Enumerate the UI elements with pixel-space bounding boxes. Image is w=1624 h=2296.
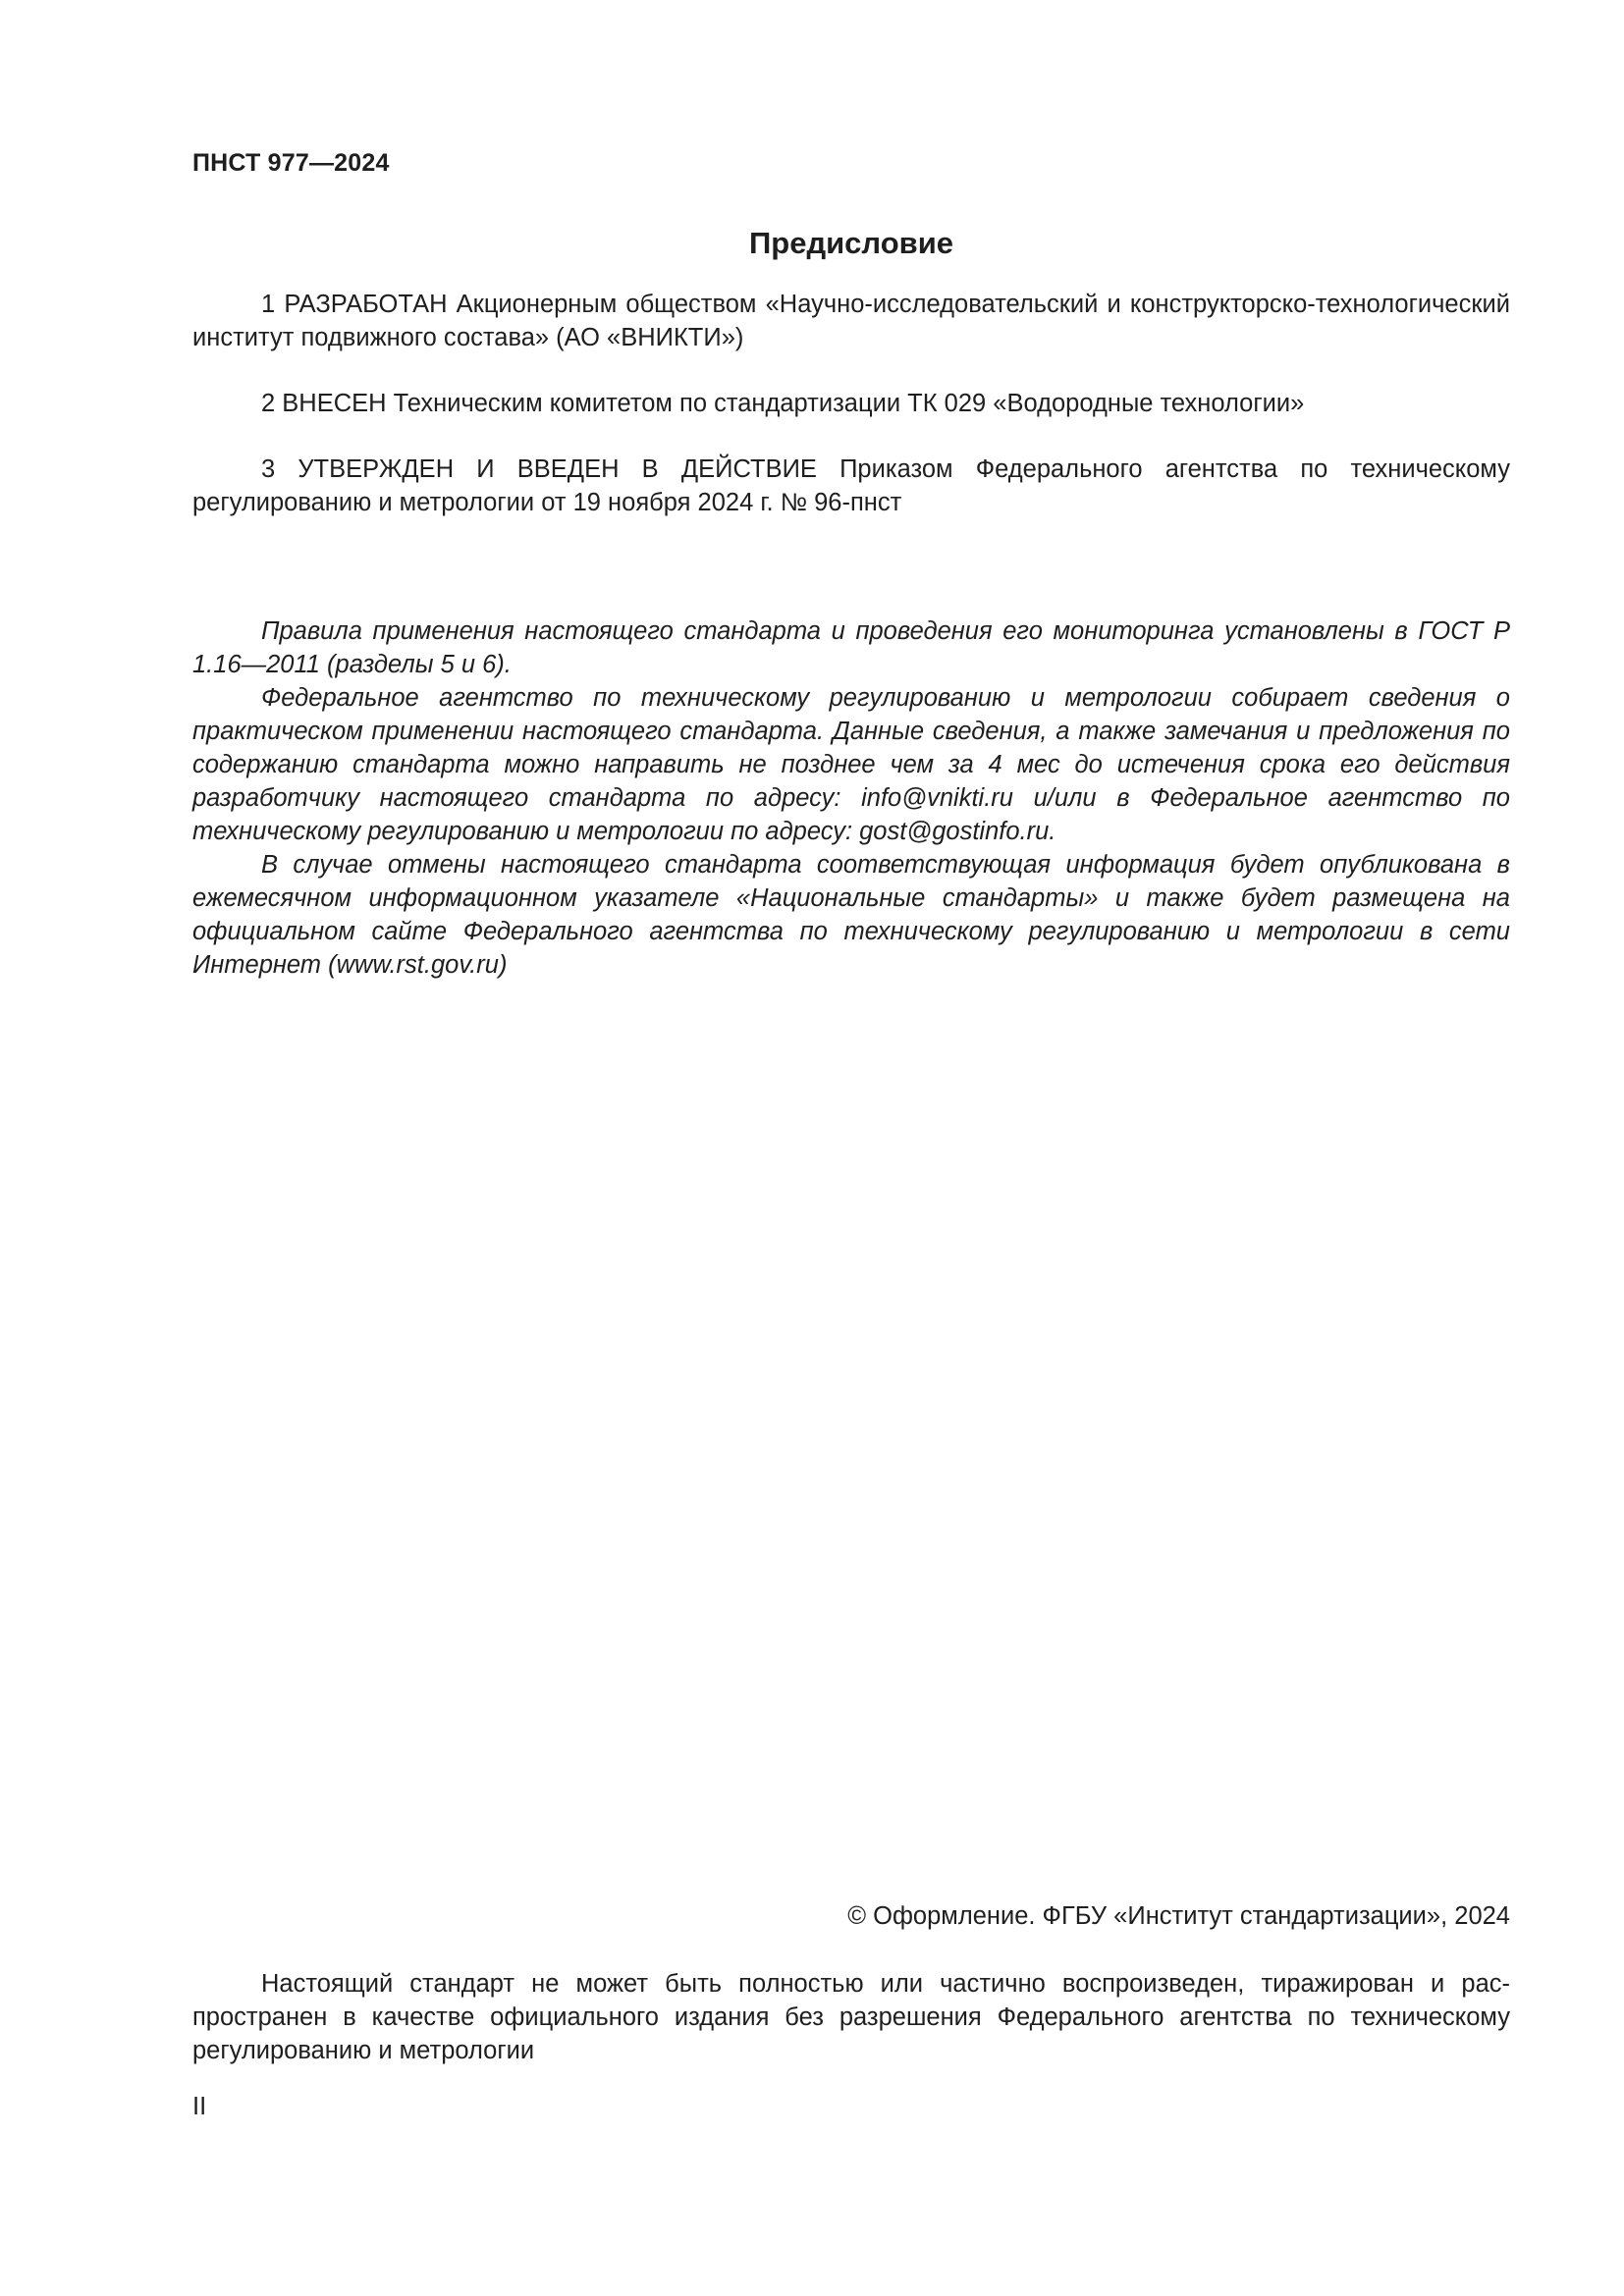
document-code: ПНСТ 977—2024 <box>192 149 390 177</box>
foreword-item-3: 3 УТВЕРЖДЕН И ВВЕДЕН В ДЕЙСТВИЕ Приказом Федерального агентства по техническому регулированию и метрологии от 19 ноября 2024 г. № 96-пнст <box>192 455 1510 516</box>
copyright-line: © Оформление. ФГБУ «Институт стандартизации», 2024 <box>847 1902 1510 1930</box>
foreword-item-1: 1 РАЗРАБОТАН Акционерным обществом «Научно-исследовательский и конструкторско-технологический институт подвижного состава» (АО «ВНИКТИ») <box>192 291 1510 351</box>
foreword-item-2: 2 ВНЕСЕН Техническим комитетом по стандартизации ТК 029 «Водородные технологии» <box>261 390 1305 417</box>
rules-notice-para-2: Федеральное агентство по техническому регулированию и метрологии собирает сведения о практическом применении настоящего стандарта. Данные сведения, а также замечания и предложения по содержанию стандарта можно направить не позднее чем за 4 мес до истечения срока его действия разработчику настоящего стандарта по адресу: info@vnikti.ru и/или в Федеральное агентство по техническому регулированию и метрологии по адресу: gost@gostinfo.ru. <box>192 684 1510 845</box>
rules-notice-para-1: Правила применения настоящего стандарта и проведения его мониторинга установлены в ГОСТ Р 1.16—2011 (разделы 5 и 6). <box>192 617 1510 678</box>
page-title: Предисловие <box>748 226 953 260</box>
page-number: II <box>192 2093 207 2120</box>
rules-notice <box>192 614 1510 982</box>
rules-notice-para-3: В случае отмены настоящего стандарта соответствующая информация будет опубликована в ежемесячном информационном указателе «Национальные стандарты» и также будет размещена на официальном сайте Федерального агентства по техническому регулированию и метрологии в сети Интернет (www.rst.gov.ru) <box>192 851 1510 979</box>
reproduction-notice: Настоящий стандарт не может быть полностью или частично воспроизведен, тиражирован и распространен в качестве официального издания без разрешения Федерального агентства по техническому регулированию и метрологии <box>192 1970 1510 2064</box>
